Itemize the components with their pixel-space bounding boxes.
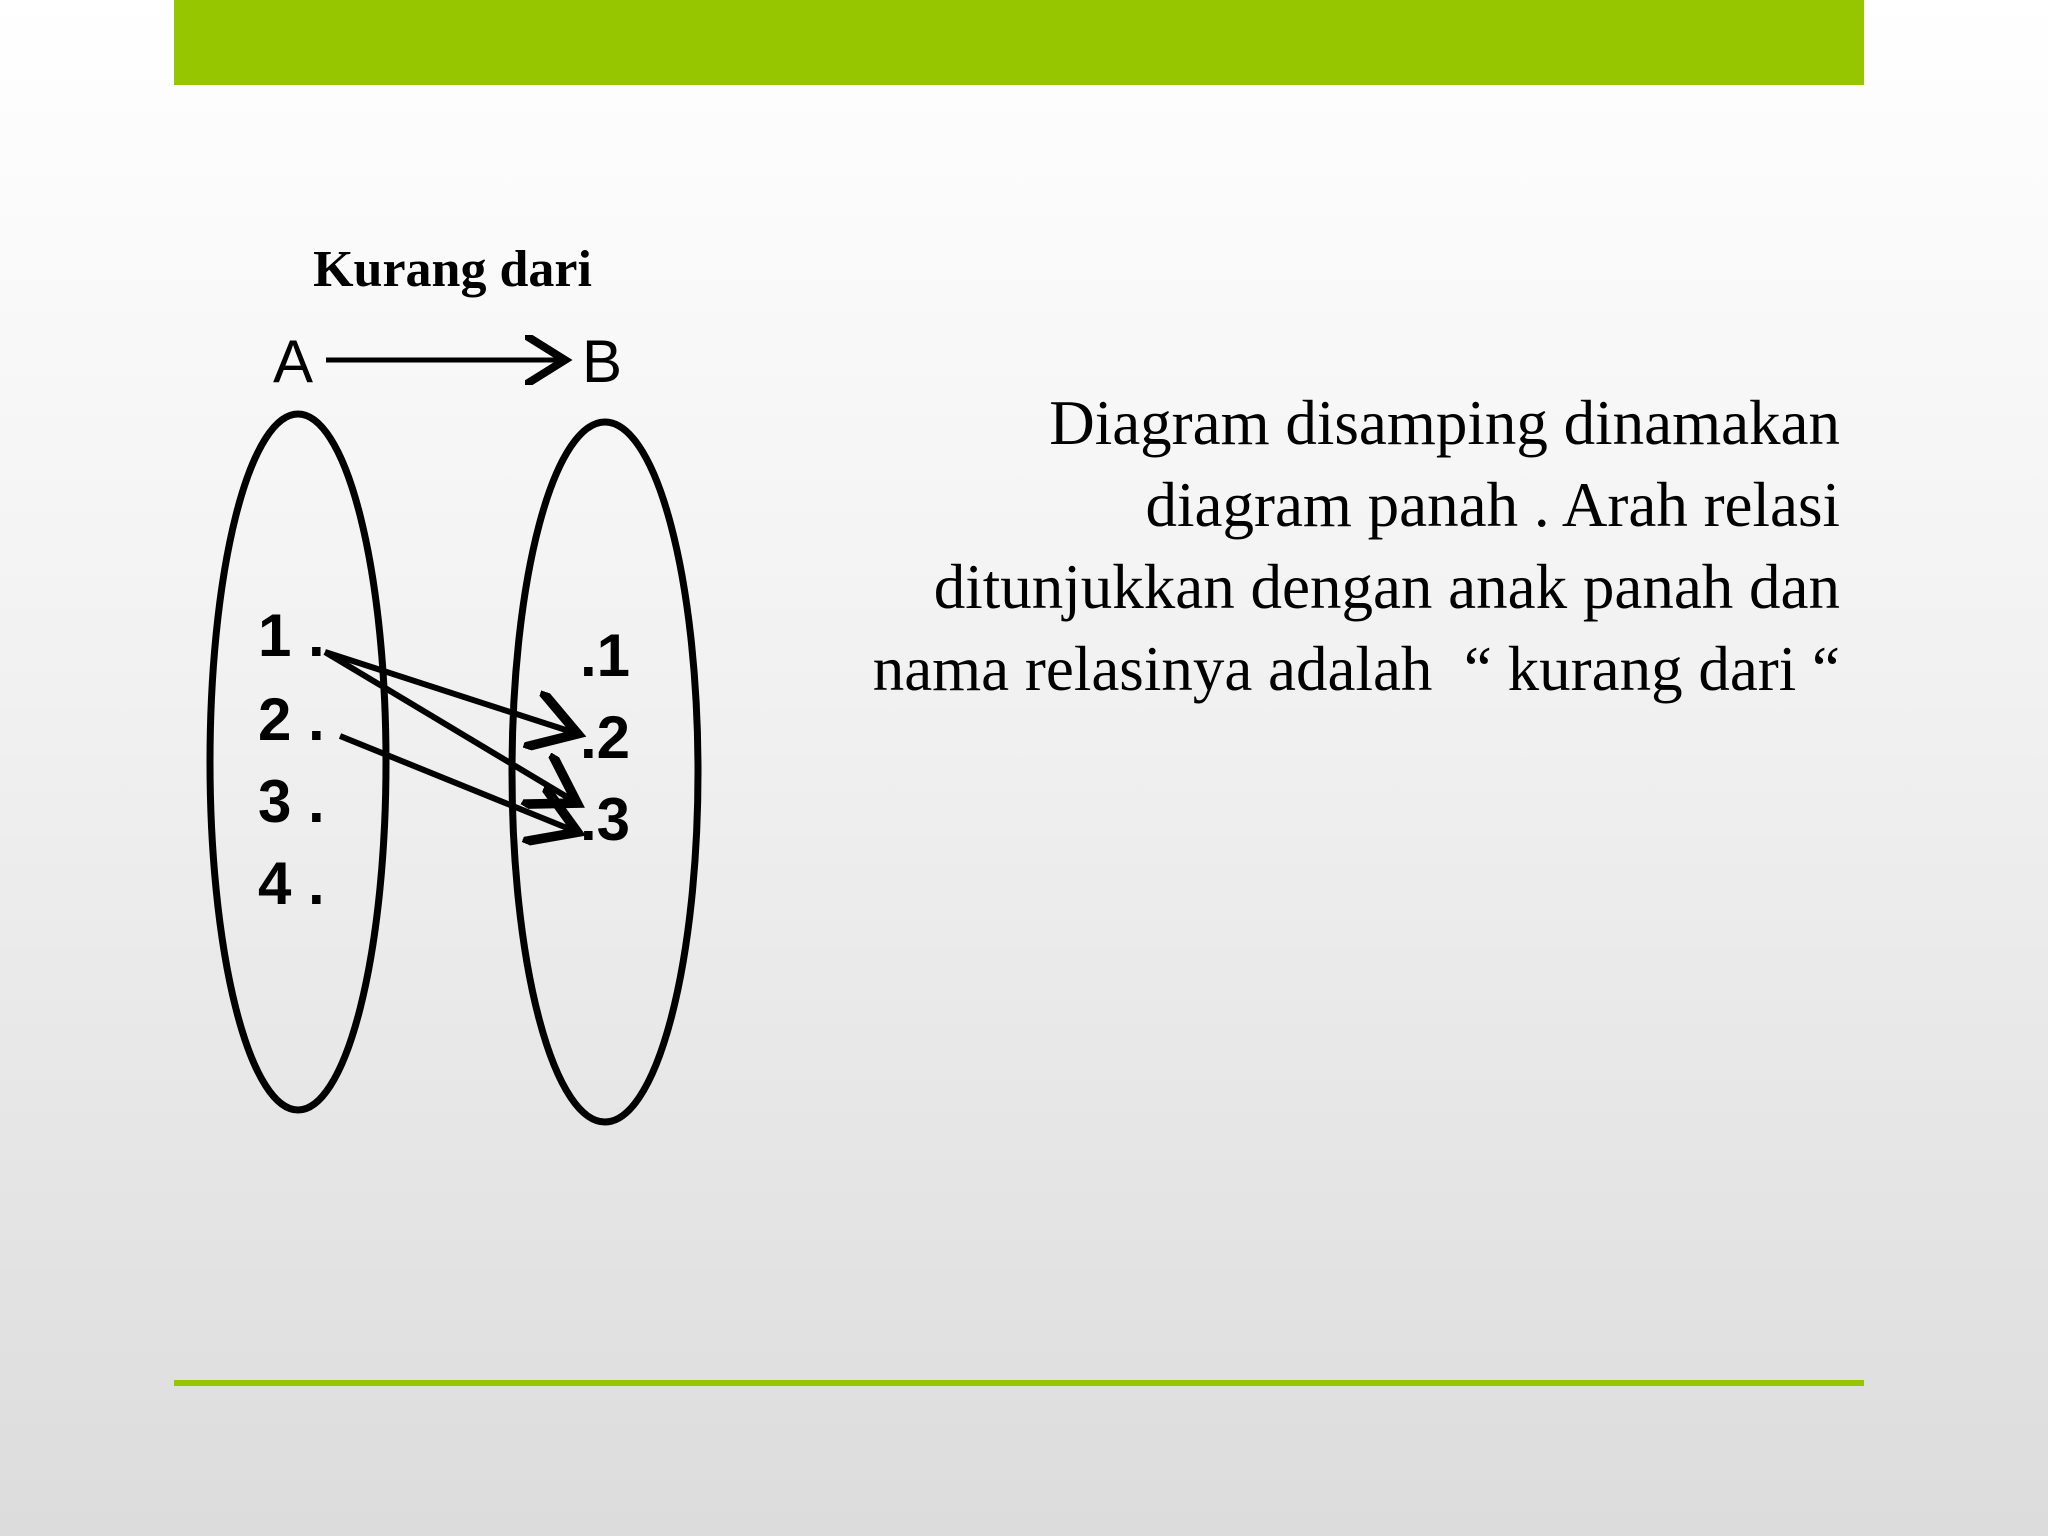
set-b-item: .2 — [580, 704, 631, 771]
set-a-label: A — [273, 328, 314, 395]
description-line: diagram panah . Arah relasi — [1145, 470, 1840, 540]
set-a-ellipse — [210, 414, 386, 1110]
set-a-item: 3 . — [258, 768, 325, 835]
bottom-accent-rule — [174, 1380, 1864, 1386]
set-b-items — [580, 622, 630, 853]
description-line: ditunjukkan dengan anak panah dan — [933, 552, 1840, 622]
set-a-item: 4 . — [258, 850, 325, 917]
set-b-label: B — [582, 328, 623, 395]
relation-arrow-2-to-3 — [340, 736, 572, 830]
diagram-title: Kurang dari — [313, 241, 592, 298]
set-b-item: .1 — [580, 622, 631, 689]
set-a-items — [258, 602, 325, 917]
set-b-item: .3 — [580, 786, 631, 853]
description-text — [760, 382, 1840, 710]
description-line: nama relasinya adalah “ kurang dari “ — [872, 634, 1840, 704]
set-a-item: 1 . — [258, 602, 325, 669]
relation-arrows — [325, 652, 572, 830]
set-b-ellipse — [512, 422, 698, 1122]
relation-arrow-1-to-2 — [325, 652, 572, 732]
set-a-item: 2 . — [258, 686, 325, 753]
description-line: Diagram disamping dinamakan — [1049, 388, 1840, 458]
